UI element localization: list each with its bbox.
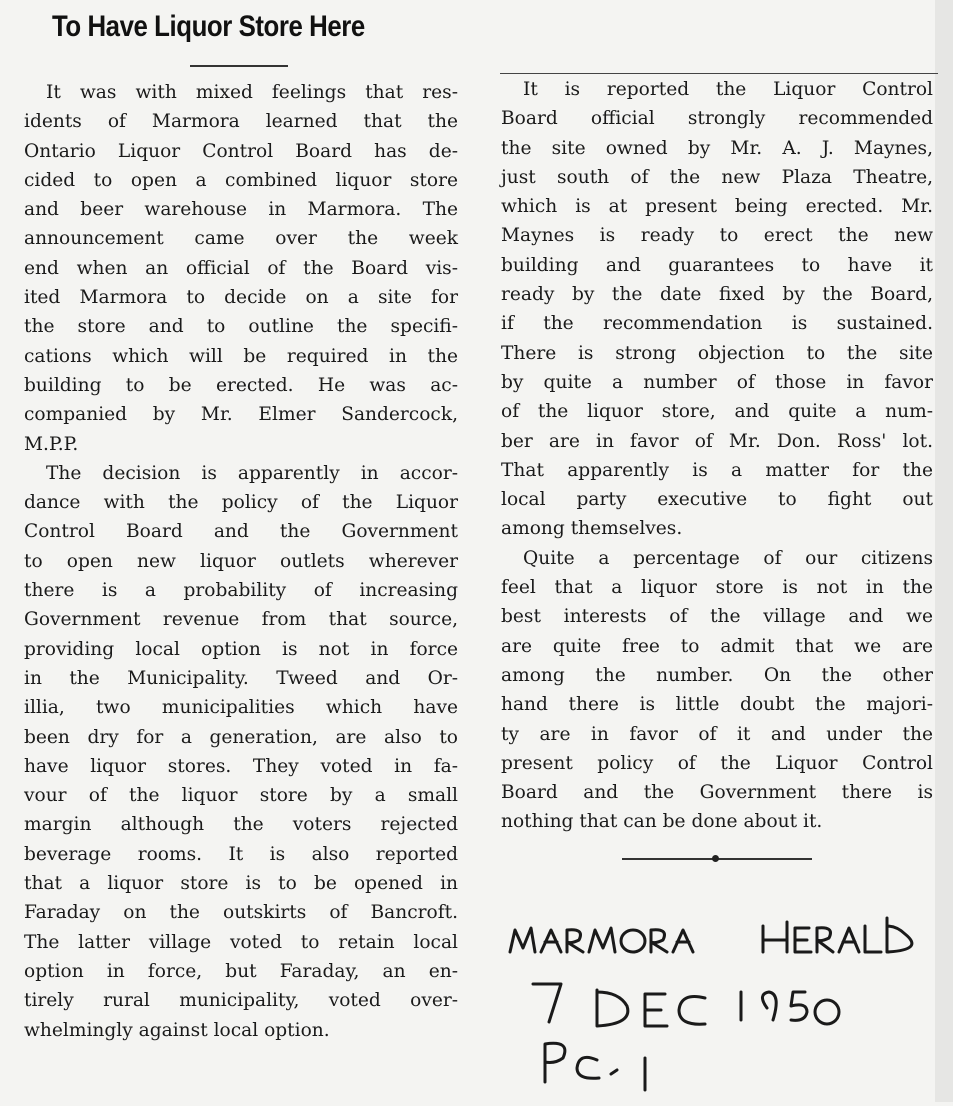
text-line: been dry for a generation, are also to (24, 726, 458, 748)
text-line: It was with mixed feelings that res- (46, 82, 458, 103)
text-line: among themselves. (501, 518, 683, 540)
text-line: tirely rural municipality, voted over- (24, 990, 458, 1012)
left-column (24, 78, 458, 1045)
text-line: Government revenue from that source, (24, 609, 458, 631)
text-line: idents of Marmora learned that the (24, 111, 458, 133)
text-line: providing local option is not in force (24, 638, 458, 660)
text-line: there is a probability of increasing (24, 580, 458, 602)
text-line: There is strong objection to the site (501, 342, 933, 364)
text-line: Maynes is ready to erect the new (501, 225, 933, 247)
text-line: Control Board and the Government (24, 521, 458, 543)
text-line: Board and the Government there is (501, 782, 933, 804)
headline: To Have Liquor Store Here (52, 10, 365, 43)
text-line: beverage rooms. It is also reported (24, 843, 458, 865)
text-line: ready by the date fixed by the Board, (501, 284, 933, 306)
text-line: in the Municipality. Tweed and Or- (24, 667, 458, 689)
right-column (501, 75, 933, 837)
text-line: ited Marmora to decide on a site for (24, 287, 458, 309)
text-line: the store and to outline the specifi- (24, 316, 458, 338)
text-line: building to be erected. He was ac- (24, 374, 458, 396)
text-line: announcement came over the week (24, 228, 458, 250)
text-line: the site owned by Mr. A. J. Maynes, (501, 137, 933, 159)
text-line: It is reported the Liquor Control (523, 79, 933, 100)
text-line: Ontario Liquor Control Board has de- (24, 140, 458, 162)
scan-edge (935, 0, 953, 1102)
text-line: hand there is little doubt the majori- (501, 694, 933, 716)
column-rule (500, 73, 938, 74)
text-line: building and guarantees to have it (501, 254, 933, 276)
text-line: The latter village voted to retain local (24, 931, 458, 953)
text-line: have liquor stores. They voted in fa- (24, 755, 458, 777)
text-line: nothing that can be done about it. (501, 811, 823, 833)
text-line: are quite free to admit that we are (501, 635, 933, 657)
text-line: of the liquor store, and quite a num- (501, 401, 933, 423)
text-line: cided to open a combined liquor store (24, 169, 458, 191)
text-line: present policy of the Liquor Control (501, 752, 933, 774)
text-line: which is at present being erected. Mr. (501, 196, 933, 218)
text-line: feel that a liquor store is not in the (501, 577, 933, 599)
text-line: local party executive to fight out (501, 489, 933, 511)
text-line: Faraday on the outskirts of Bancroft. (24, 902, 458, 924)
text-line: illia, two municipalities which have (24, 697, 458, 719)
text-line: margin although the voters rejected (24, 814, 458, 836)
text-line: option in force, but Faraday, an en- (24, 960, 458, 982)
text-line: dance with the policy of the Liquor (24, 492, 458, 514)
text-line: that a liquor store is to be opened in (24, 873, 458, 895)
text-line: companied by Mr. Elmer Sandercock, (24, 404, 458, 426)
text-line: That apparently is a matter for the (501, 459, 933, 481)
headline-rule (190, 65, 288, 67)
text-line: cations which will be required in the (24, 345, 458, 367)
text-line: The decision is apparently in accor- (46, 462, 458, 484)
text-line: by quite a number of those in favor (501, 371, 933, 393)
text-line: vour of the liquor store by a small (24, 785, 458, 807)
text-line: ty are in favor of it and under the (501, 723, 933, 745)
handwritten-note (505, 912, 935, 1102)
text-line: ber are in favor of Mr. Don. Ross' lot. (501, 430, 933, 452)
text-line: Quite a percentage of our citizens (523, 547, 933, 569)
text-line: among the number. On the other (501, 664, 933, 686)
end-rule-dot (712, 855, 719, 862)
text-line: and beer warehouse in Marmora. The (24, 199, 458, 221)
text-line: best interests of the village and we (501, 606, 933, 628)
text-line: end when an official of the Board vis- (24, 257, 458, 279)
text-line: M.P.P. (24, 433, 79, 455)
text-line: just south of the new Plaza Theatre, (501, 166, 933, 188)
text-line: to open new liquor outlets wherever (24, 550, 458, 572)
text-line: if the recommendation is sustained. (501, 313, 933, 335)
text-line: Board official strongly recommended (501, 108, 933, 130)
text-line: whelmingly against local option. (24, 1019, 330, 1041)
